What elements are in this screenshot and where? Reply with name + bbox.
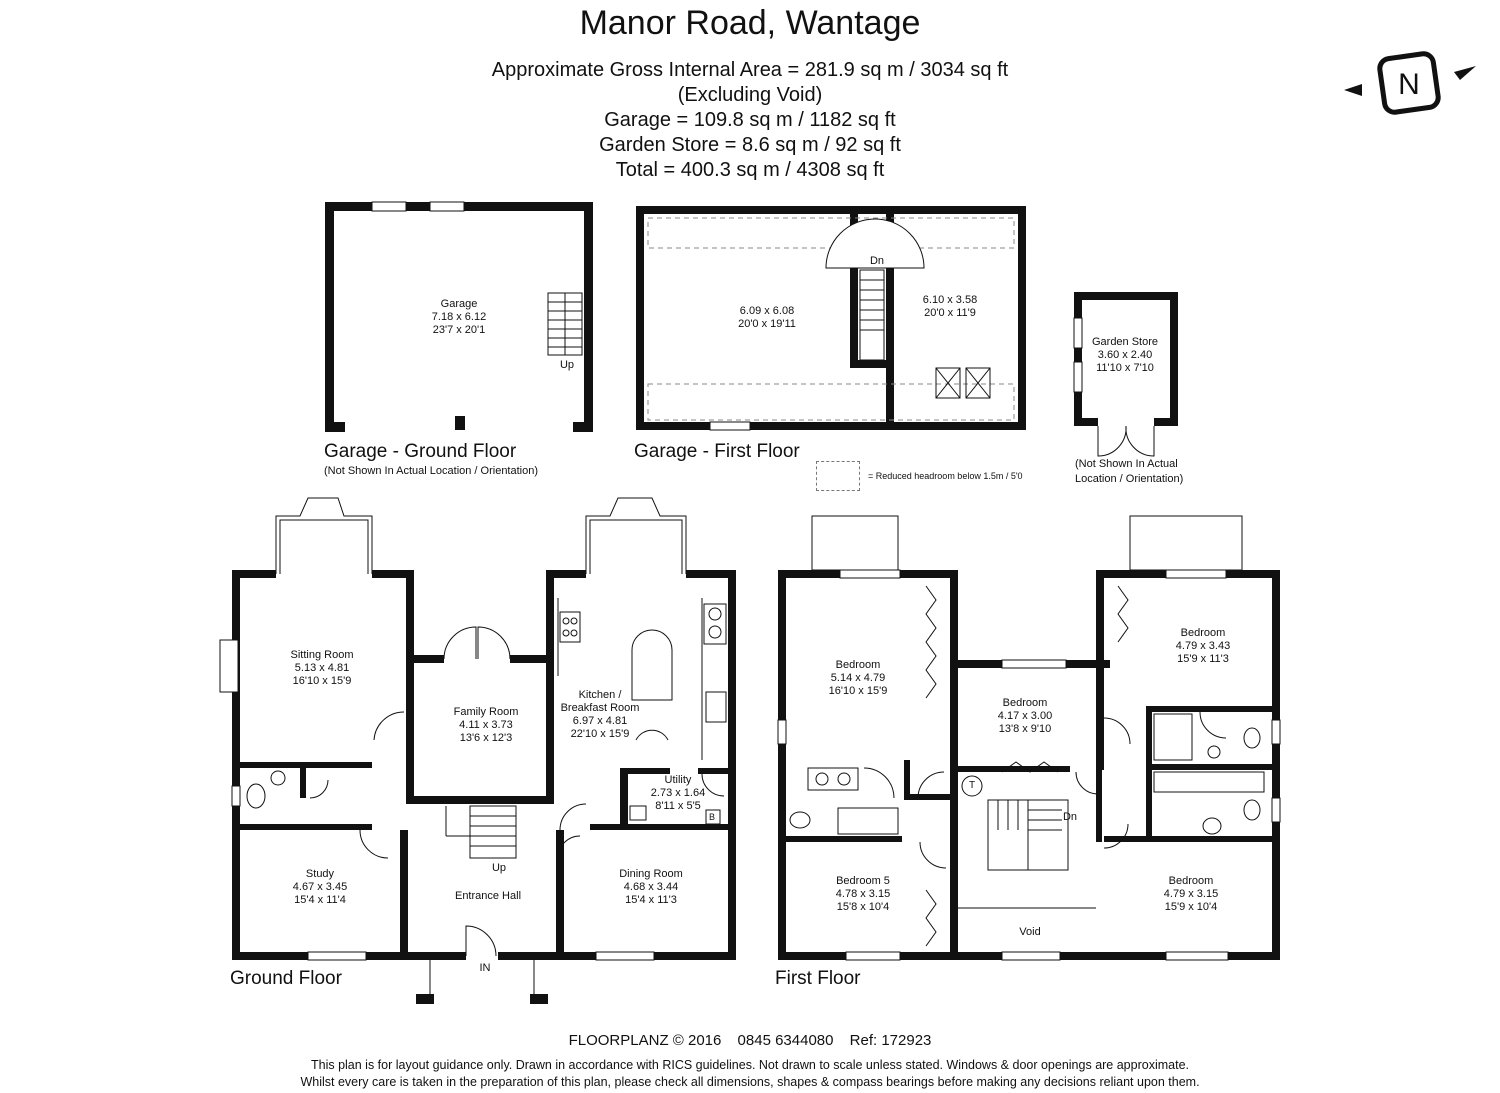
room-bedroom-3	[1176, 627, 1230, 666]
footer-phone: 0845 6344080	[737, 1032, 834, 1049]
footer-disclaimer-1: This plan is for layout guidance only. Drawn in accordance with RICS guidelines. Not drawn to scale unless stated. Windows & door openings are approximate.	[310, 1058, 1189, 1072]
room-metric: 6.09 x 6.08	[739, 305, 795, 317]
room-metric: 6.10 x 3.58	[922, 294, 978, 306]
room-imperial: 15'4 x 11'3	[625, 894, 677, 906]
area-line-gross: Approximate Gross Internal Area = 281.9 sq m / 3034 sq ft	[491, 59, 1009, 81]
stair-up-label: Up	[559, 359, 575, 371]
garden-store-note-line-2: Location / Orientation)	[1075, 473, 1184, 485]
room-garage-loft-2	[923, 294, 977, 320]
room-family-room	[454, 706, 519, 745]
footer-brand: FLOORPLANZ © 2016	[568, 1032, 722, 1049]
room-void	[1019, 926, 1040, 939]
area-line-garage: Garage = 109.8 sq m / 1182 sq ft	[604, 109, 896, 131]
garden-store-note-line-1: (Not Shown In Actual	[1075, 458, 1178, 470]
room-garden-store	[1092, 336, 1158, 375]
room-study	[293, 868, 347, 907]
room-metric: 4.79 x 3.15	[1163, 888, 1219, 900]
room-imperial: 15'9 x 10'4	[1164, 901, 1218, 913]
room-name: Kitchen /	[578, 689, 622, 701]
floor-label-first: First Floor	[775, 968, 861, 989]
room-bedroom-1	[829, 659, 888, 698]
room-metric: 4.78 x 3.15	[835, 888, 891, 900]
room-sitting-room	[291, 649, 354, 688]
room-name: Bedroom	[1168, 875, 1214, 887]
plan-title: Manor Road, Wantage	[579, 4, 921, 42]
footer-ref: Ref: 172923	[849, 1032, 932, 1049]
boiler-label: B	[708, 812, 716, 822]
room-entrance-hall	[455, 890, 521, 903]
room-name: Entrance Hall	[454, 890, 522, 902]
floor-label-ground: Ground Floor	[230, 968, 342, 989]
room-metric: 4.17 x 3.00	[997, 710, 1053, 722]
room-garage-loft-1	[738, 305, 796, 331]
footer-credits	[0, 1032, 1500, 1049]
tank-label: T	[968, 780, 976, 791]
legend-swatch	[816, 461, 860, 491]
room-name-2: Breakfast Room	[560, 702, 640, 714]
room-metric: 3.60 x 2.40	[1097, 349, 1153, 361]
garden-store-note	[1075, 457, 1183, 487]
room-name: Dining Room	[619, 868, 683, 880]
room-metric: 6.97 x 4.81	[572, 715, 628, 727]
room-imperial: 15'9 x 11'3	[1177, 653, 1229, 665]
area-line-void: (Excluding Void)	[677, 84, 823, 106]
room-name: Void	[1019, 926, 1041, 938]
room-imperial: 16'10 x 15'9	[292, 675, 352, 687]
room-imperial: 20'0 x 19'11	[738, 318, 796, 330]
room-imperial: 13'8 x 9'10	[998, 723, 1052, 735]
entrance-label: IN	[479, 962, 491, 974]
garage-ground-note: (Not Shown In Actual Location / Orientation)	[324, 465, 539, 477]
legend-text: = Reduced headroom below 1.5m / 5'0	[868, 471, 1023, 481]
stair-down-label: Dn	[1062, 811, 1078, 823]
room-name: Sitting Room	[290, 649, 354, 661]
compass-letter: N	[1398, 68, 1420, 101]
room-name: Garden Store	[1091, 336, 1159, 348]
room-name: Utility	[664, 774, 692, 786]
floor-label-garage-first: Garage - First Floor	[634, 441, 800, 462]
room-metric: 5.14 x 4.79	[830, 672, 886, 684]
room-imperial: 11'10 x 7'10	[1096, 362, 1154, 374]
room-name: Family Room	[453, 706, 519, 718]
room-name: Bedroom	[1180, 627, 1226, 639]
room-kitchen	[561, 689, 640, 741]
room-metric: 4.11 x 3.73	[459, 719, 513, 731]
room-bedroom-4	[1164, 875, 1218, 914]
room-name: Bedroom	[835, 659, 881, 671]
room-name: Bedroom 5	[836, 875, 890, 887]
room-name: Bedroom	[1002, 697, 1048, 709]
room-imperial: 15'4 x 11'4	[294, 894, 346, 906]
room-bedroom-5	[836, 875, 890, 914]
room-metric: 2.73 x 1.64	[650, 787, 706, 799]
room-metric: 4.68 x 3.44	[623, 881, 679, 893]
floor-label-garage-ground: Garage - Ground Floor	[324, 441, 517, 462]
room-metric: 5.13 x 4.81	[294, 662, 350, 674]
room-metric: 7.18 x 6.12	[431, 311, 487, 323]
room-metric: 4.79 x 3.43	[1175, 640, 1231, 652]
footer-disclaimer-2: Whilst every care is taken in the preparation of this plan, please check all dimensions, shapes & compass bearings before making any decisions reliant upon them.	[300, 1075, 1200, 1089]
room-imperial: 22'10 x 15'9	[570, 728, 630, 740]
room-imperial: 8'11 x 5'5	[655, 800, 701, 812]
stair-down-label: Dn	[869, 255, 885, 267]
room-name: Study	[305, 868, 335, 880]
room-bedroom-2	[998, 697, 1052, 736]
room-imperial: 23'7 x 20'1	[432, 324, 486, 336]
room-metric: 4.67 x 3.45	[292, 881, 348, 893]
headroom-legend	[816, 461, 1023, 491]
area-line-total: Total = 400.3 sq m / 4308 sq ft	[615, 159, 885, 181]
room-imperial: 13'6 x 12'3	[459, 732, 513, 744]
room-imperial: 15'8 x 10'4	[836, 901, 890, 913]
area-line-garden-store: Garden Store = 8.6 sq m / 92 sq ft	[599, 134, 901, 156]
room-dining-room	[619, 868, 683, 907]
room-imperial: 20'0 x 11'9	[924, 307, 976, 319]
stair-up-label: Up	[491, 862, 507, 874]
room-garage	[432, 298, 486, 337]
room-utility	[651, 774, 705, 813]
room-imperial: 16'10 x 15'9	[828, 685, 888, 697]
room-name: Garage	[440, 298, 478, 310]
